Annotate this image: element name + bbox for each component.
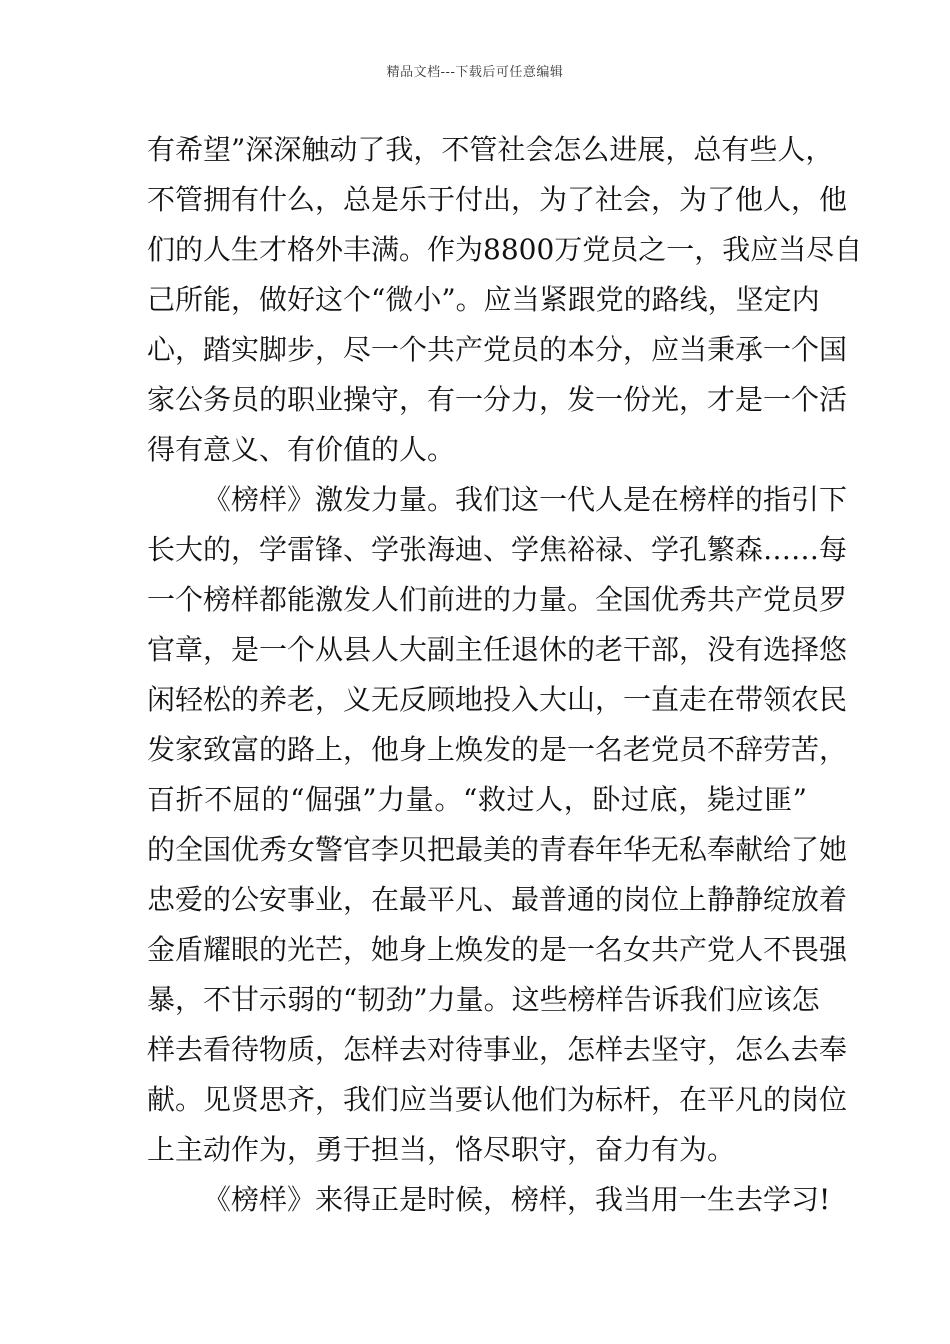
text-line: 献。见贤思齐，我们应当要认他们为标杆，在平凡的岗位 [147, 1083, 848, 1116]
page-header: 精品文档---下载后可任意编辑 [386, 65, 564, 80]
text-line: 长大的，学雷锋、学张海迪、学焦裕禄、学孔繁森……每 [147, 533, 848, 566]
text-line: 官章，是一个从县人大副主任退休的老干部，没有选择悠 [147, 633, 848, 666]
text-line: 不管拥有什么，总是乐于付出，为了社会，为了他人，他 [147, 183, 848, 216]
text-line: 家公务员的职业操守，有一分力，发一份光，才是一个活 [147, 383, 848, 416]
text-line: 心，踏实脚步，尽一个共产党员的本分，应当秉承一个国 [147, 333, 848, 366]
text-line: 忠爱的公安事业，在最平凡、最普通的岗位上静静绽放着 [147, 883, 848, 916]
text-line: 己所能，做好这个“微小”。应当紧跟党的路线，坚定内 [147, 283, 820, 316]
text-line: 暴，不甘示弱的“韧劲”力量。这些榜样告诉我们应该怎 [147, 983, 820, 1016]
text-line: 《榜样》激发力量。我们这一代人是在榜样的指引下 [203, 483, 848, 516]
text-line: 金盾耀眼的光芒，她身上焕发的是一名女共产党人不畏强 [147, 933, 848, 966]
text-line: 闲轻松的养老，义无反顾地投入大山，一直走在带领农民 [147, 683, 848, 716]
text-line: 百折不屈的“倔强”力量。“救过人，卧过底，毙过匪” [147, 783, 807, 816]
text-line: 们的人生才格外丰满。作为8800万党员之一，我应当尽自 [147, 233, 863, 266]
text-line: 有希望”深深触动了我，不管社会怎么进展，总有些人， [147, 133, 834, 166]
text-line: 上主动作为，勇于担当，恪尽职守，奋力有为。 [147, 1133, 736, 1166]
text-line: 得有意义、有价值的人。 [147, 433, 456, 466]
text-line: 发家致富的路上，他身上焕发的是一名老党员不辞劳苦， [147, 733, 848, 766]
text-line: 的全国优秀女警官李贝把最美的青春年华无私奉献给了她 [147, 833, 848, 866]
text-line: 《榜样》来得正是时候，榜样，我当用一生去学习! [203, 1183, 831, 1216]
text-line: 样去看待物质，怎样去对待事业，怎样去坚守，怎么去奉 [147, 1033, 848, 1066]
text-line: 一个榜样都能激发人们前进的力量。全国优秀共产党员罗 [147, 583, 848, 616]
